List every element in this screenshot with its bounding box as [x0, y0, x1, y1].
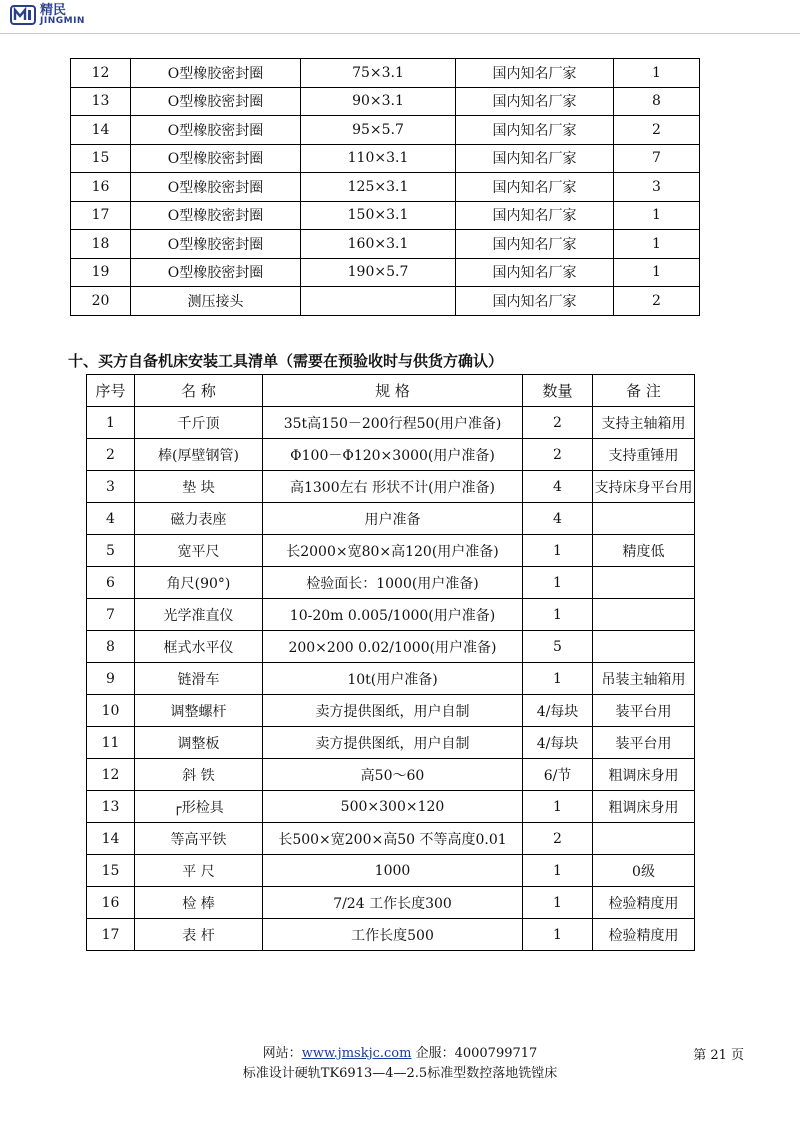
table-cell: 检 棒 [135, 887, 263, 919]
page-number: 第 21 页 [693, 1048, 744, 1063]
table-row [87, 727, 695, 759]
table-cell: 国内知名厂家 [456, 201, 614, 230]
table-cell: 15 [71, 144, 131, 173]
table-cell: 国内知名厂家 [456, 230, 614, 259]
table-cell: 2 [614, 116, 700, 145]
table-cell: 0级 [593, 855, 695, 887]
footer-contact-line [0, 1044, 800, 1064]
table-cell: 3 [614, 173, 700, 202]
table-cell: 17 [71, 201, 131, 230]
table-row [87, 759, 695, 791]
table-row [87, 791, 695, 823]
table-cell [301, 287, 456, 316]
table-cell: 7 [614, 144, 700, 173]
table-row [87, 599, 695, 631]
table-row [71, 144, 700, 173]
table-cell: 宽平尺 [135, 535, 263, 567]
table-cell: 16 [71, 173, 131, 202]
table-cell: 9 [87, 663, 135, 695]
table-cell: 2 [614, 287, 700, 316]
table-cell: 10t(用户准备) [263, 663, 523, 695]
table-cell: 卖方提供图纸，用户自制 [263, 695, 523, 727]
table-row [87, 855, 695, 887]
table-row [87, 535, 695, 567]
table-row [87, 439, 695, 471]
table-cell: 检验精度用 [593, 887, 695, 919]
table-cell [593, 823, 695, 855]
table-cell: O型橡胶密封圈 [131, 87, 301, 116]
table-cell: 光学准直仪 [135, 599, 263, 631]
table-cell: 4/每块 [523, 695, 593, 727]
table-cell: ┌形检具 [135, 791, 263, 823]
table-row [87, 919, 695, 951]
table-cell: 2 [523, 439, 593, 471]
table-cell: Φ100－Φ120×3000(用户准备) [263, 439, 523, 471]
table-cell: 国内知名厂家 [456, 173, 614, 202]
table-cell: 1 [523, 919, 593, 951]
table-cell: 1 [523, 535, 593, 567]
table-cell: 5 [87, 535, 135, 567]
table-cell: 1 [523, 887, 593, 919]
table-cell: 19 [71, 258, 131, 287]
section-title: 十、买方自备机床安装工具清单（需要在预验收时与供货方确认） [68, 352, 504, 370]
table-cell: 吊装主轴箱用 [593, 663, 695, 695]
website-link[interactable]: www.jmskjc.com [301, 1046, 412, 1061]
table-cell: 2 [523, 823, 593, 855]
table-cell: 调整板 [135, 727, 263, 759]
table-cell: 长2000×宽80×高120(用户准备) [263, 535, 523, 567]
table-cell: 磁力表座 [135, 503, 263, 535]
table-cell: 支持主轴箱用 [593, 407, 695, 439]
table-cell: 12 [87, 759, 135, 791]
table-cell: 1000 [263, 855, 523, 887]
table-cell: 17 [87, 919, 135, 951]
table-cell: 13 [87, 791, 135, 823]
logo-english: JINGMIN [40, 16, 85, 26]
table-cell: 1 [87, 407, 135, 439]
company-logo [10, 4, 85, 26]
table-cell: 支持床身平台用 [593, 471, 695, 503]
table-cell: 20 [71, 287, 131, 316]
table-cell: 11 [87, 727, 135, 759]
table-cell: 精度低 [593, 535, 695, 567]
table-cell: 等高平铁 [135, 823, 263, 855]
header-divider [0, 33, 800, 34]
table-cell: 110×3.1 [301, 144, 456, 173]
table-cell: 调整螺杆 [135, 695, 263, 727]
table-cell [593, 631, 695, 663]
table-cell: 框式水平仪 [135, 631, 263, 663]
table-cell: 千斤顶 [135, 407, 263, 439]
table-cell: 斜 铁 [135, 759, 263, 791]
table-row [87, 471, 695, 503]
col-header-qty: 数量 [523, 375, 593, 407]
table-row [87, 663, 695, 695]
service-phone: 企服：4000799717 [415, 1046, 538, 1061]
table-cell: O型橡胶密封圈 [131, 59, 301, 88]
table-cell: 1 [614, 230, 700, 259]
table-row [87, 503, 695, 535]
table-row [87, 695, 695, 727]
table-cell: 12 [71, 59, 131, 88]
table-cell: 用户准备 [263, 503, 523, 535]
table-cell: 棒(厚壁钢管) [135, 439, 263, 471]
table-cell [593, 567, 695, 599]
table-cell: 18 [71, 230, 131, 259]
table-cell: 国内知名厂家 [456, 258, 614, 287]
table-cell [593, 599, 695, 631]
table-cell: O型橡胶密封圈 [131, 230, 301, 259]
table-cell: 测压接头 [131, 287, 301, 316]
table-cell: 14 [71, 116, 131, 145]
table-cell: 150×3.1 [301, 201, 456, 230]
table-cell: 7 [87, 599, 135, 631]
table-row [87, 567, 695, 599]
table-row [71, 173, 700, 202]
table-cell: O型橡胶密封圈 [131, 201, 301, 230]
table-cell: 1 [614, 201, 700, 230]
table-cell [593, 503, 695, 535]
col-header-name: 名 称 [135, 375, 263, 407]
table-cell: 75×3.1 [301, 59, 456, 88]
table-cell: 国内知名厂家 [456, 116, 614, 145]
col-header-remark: 备 注 [593, 375, 695, 407]
table-cell: 1 [523, 855, 593, 887]
col-header-index: 序号 [87, 375, 135, 407]
col-header-spec: 规 格 [263, 375, 523, 407]
table-cell: 6 [87, 567, 135, 599]
table-cell: O型橡胶密封圈 [131, 258, 301, 287]
table-cell: 8 [87, 631, 135, 663]
table-cell: 4 [523, 471, 593, 503]
table-row [87, 887, 695, 919]
table-cell: 表 杆 [135, 919, 263, 951]
table-cell: 3 [87, 471, 135, 503]
table-cell: 粗调床身用 [593, 791, 695, 823]
table-cell: O型橡胶密封圈 [131, 173, 301, 202]
table-cell: 125×3.1 [301, 173, 456, 202]
table-cell: 8 [614, 87, 700, 116]
table-cell: 国内知名厂家 [456, 87, 614, 116]
table-cell: 工作长度500 [263, 919, 523, 951]
document-title: 标准设计硬轨TK6913—4—2.5标准型数控落地铣镗床 [242, 1066, 558, 1081]
table-cell: 5 [523, 631, 593, 663]
table-cell: 垫 块 [135, 471, 263, 503]
table-cell: 1 [614, 258, 700, 287]
table-cell: 14 [87, 823, 135, 855]
table-cell: 16 [87, 887, 135, 919]
table-cell: 国内知名厂家 [456, 287, 614, 316]
table-header-row [87, 375, 695, 407]
table-row [87, 823, 695, 855]
table-row [87, 407, 695, 439]
table-row [87, 631, 695, 663]
table-cell: 4 [523, 503, 593, 535]
seal-parts-table [70, 58, 700, 316]
table-cell: 支持重锤用 [593, 439, 695, 471]
table-row [71, 287, 700, 316]
table-cell: 10 [87, 695, 135, 727]
table-cell: 国内知名厂家 [456, 59, 614, 88]
table-cell: 1 [523, 599, 593, 631]
table-row [71, 258, 700, 287]
table-row [71, 59, 700, 88]
table-cell: 装平台用 [593, 695, 695, 727]
table-cell: 10-20m 0.005/1000(用户准备) [263, 599, 523, 631]
table-cell: 7/24 工作长度300 [263, 887, 523, 919]
logo-chinese: 精民 [40, 3, 67, 18]
installation-tools-table [86, 374, 695, 951]
table-row [71, 230, 700, 259]
logo-mark-icon [10, 4, 36, 26]
table-cell: 1 [523, 567, 593, 599]
table-row [71, 116, 700, 145]
table-cell: 95×5.7 [301, 116, 456, 145]
page-footer [0, 1044, 800, 1084]
site-label: 网站： [262, 1046, 302, 1061]
table-cell: 4/每块 [523, 727, 593, 759]
table-cell: 1 [523, 663, 593, 695]
table-cell: 160×3.1 [301, 230, 456, 259]
table-cell: 200×200 0.02/1000(用户准备) [263, 631, 523, 663]
table-cell: 13 [71, 87, 131, 116]
table-cell: 高1300左右 形状不计(用户准备) [263, 471, 523, 503]
table-cell: 链滑车 [135, 663, 263, 695]
table-cell: 35t高150－200行程50(用户准备) [263, 407, 523, 439]
table-cell: 装平台用 [593, 727, 695, 759]
table-cell: 4 [87, 503, 135, 535]
table-cell: 角尺(90°) [135, 567, 263, 599]
table-cell: 190×5.7 [301, 258, 456, 287]
table-cell: 1 [614, 59, 700, 88]
table-cell: 500×300×120 [263, 791, 523, 823]
table-cell: 15 [87, 855, 135, 887]
table-cell: 90×3.1 [301, 87, 456, 116]
table-cell: 粗调床身用 [593, 759, 695, 791]
table-cell: O型橡胶密封圈 [131, 144, 301, 173]
table-cell: 2 [523, 407, 593, 439]
table-cell: 长500×宽200×高50 不等高度0.01 [263, 823, 523, 855]
table-cell: 检验面长：1000(用户准备) [263, 567, 523, 599]
table-cell: 1 [523, 791, 593, 823]
table-row [71, 87, 700, 116]
table-cell: 6/节 [523, 759, 593, 791]
table-cell: 高50～60 [263, 759, 523, 791]
table-cell: 2 [87, 439, 135, 471]
table-cell: 检验精度用 [593, 919, 695, 951]
table-cell: 平 尺 [135, 855, 263, 887]
table-cell: 国内知名厂家 [456, 144, 614, 173]
table-cell: 卖方提供图纸，用户自制 [263, 727, 523, 759]
table-cell: O型橡胶密封圈 [131, 116, 301, 145]
table-row [71, 201, 700, 230]
